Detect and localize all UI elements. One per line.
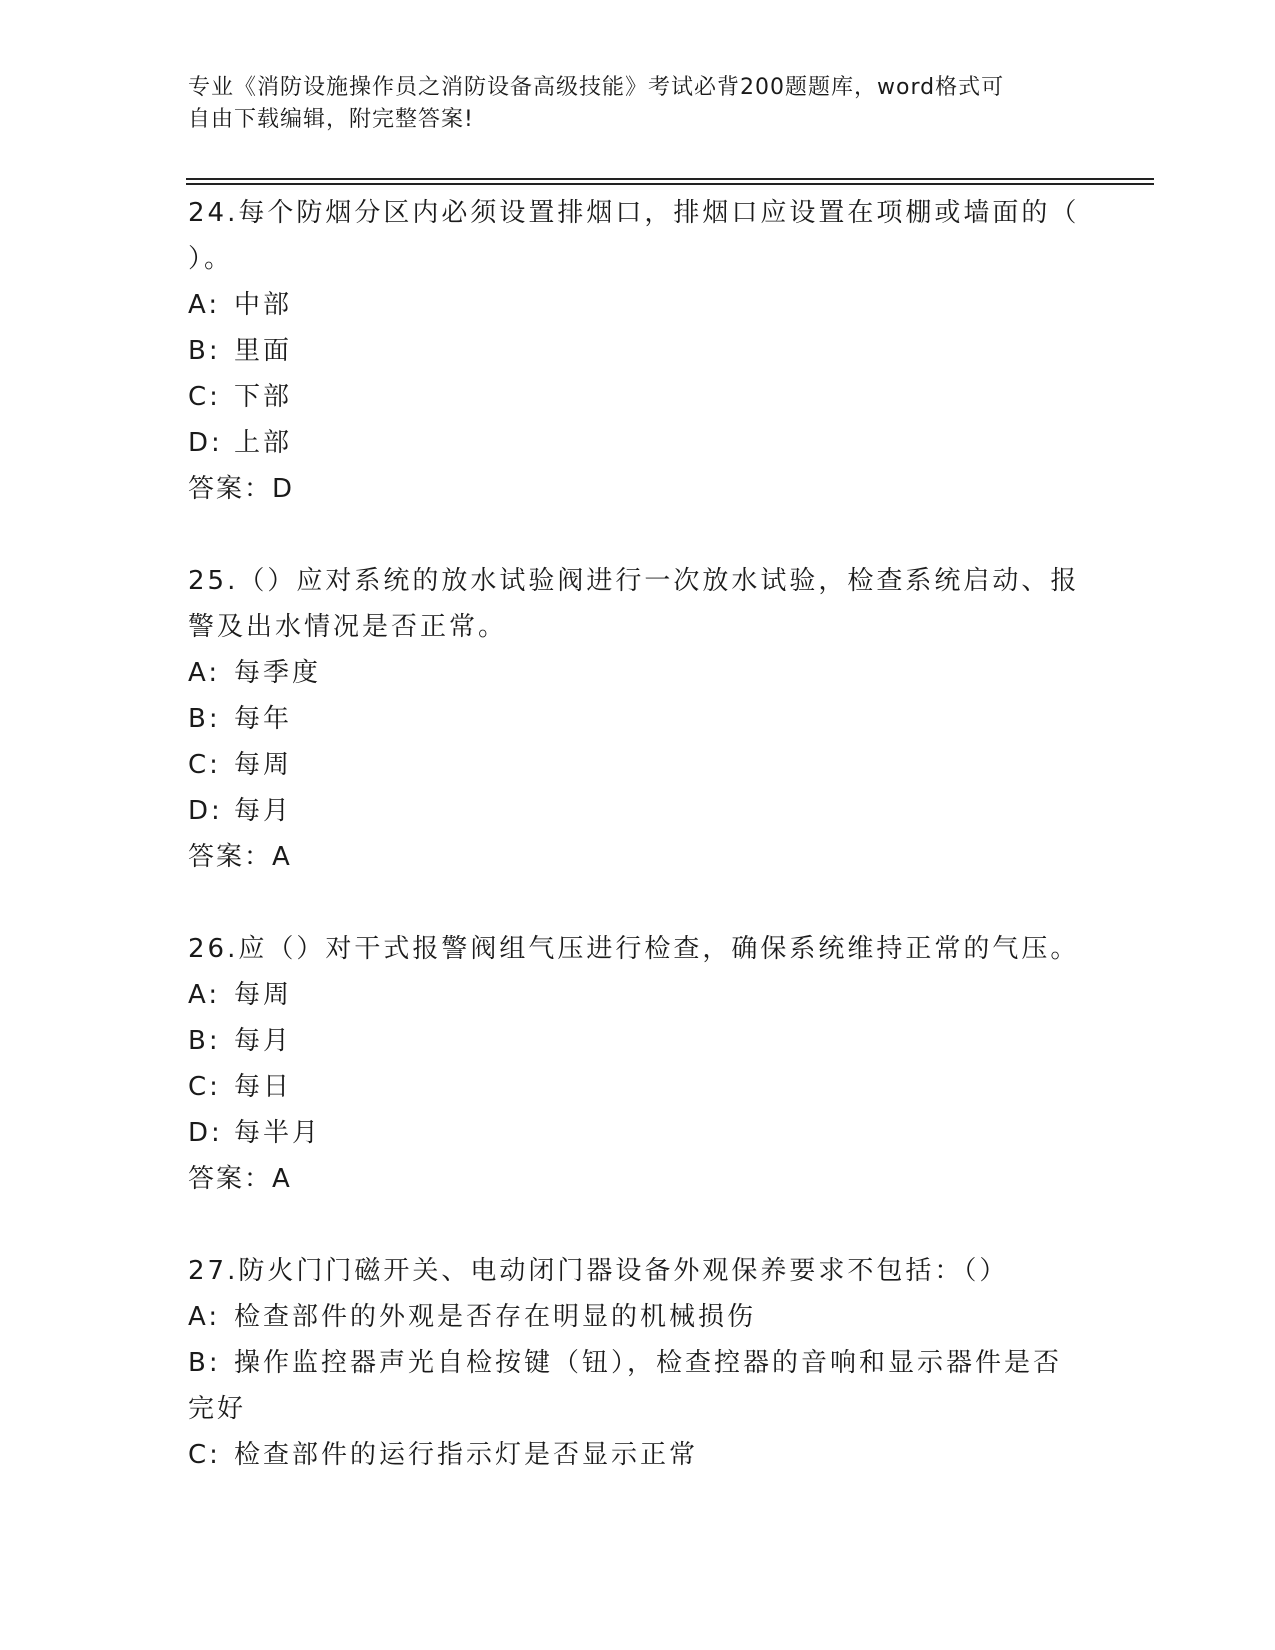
option-d [188,420,1088,466]
option-text: 每月 [234,796,293,826]
option-letter: D: [188,796,223,826]
option-letter: C: [188,382,221,412]
document-header [188,72,1068,136]
question-list [188,190,1088,1478]
option-c [188,742,1088,788]
option-text: 操作监控器声光自检按键（钮），检查控器的音响和显示器件是否 [234,1348,1063,1378]
option-letter: A: [188,658,221,688]
option-letter: A: [188,290,221,320]
option-b [188,696,1088,742]
header-line-1: 专业《消防设施操作员之消防设备高级技能》考试必背200题题库，word格式可 [188,75,1005,100]
option-b [188,1018,1088,1064]
option-a [188,650,1088,696]
header-line-2: 自由下载编辑，附完整答案! [188,107,474,132]
question-27 [188,1248,1088,1478]
option-letter: A: [188,980,221,1010]
option-letter: B: [188,1348,221,1378]
option-text: 下部 [234,382,293,412]
question-text: 26.应（）对干式报警阀组气压进行检查，确保系统维持正常的气压。 [188,934,1080,964]
question-24 [188,190,1088,512]
question-text: 24.每个防烟分区内必须设置排烟口，排烟口应设置在项棚或墙面的（ [188,198,1080,228]
option-d [188,1110,1088,1156]
option-text: 检查部件的运行指示灯是否显示正常 [234,1440,699,1470]
spacer [188,512,1088,558]
option-text: 每季度 [234,658,322,688]
answer-label: 答案：A [188,1164,292,1194]
option-text: 每日 [234,1072,293,1102]
header-divider-bottom [186,183,1154,185]
option-letter: B: [188,336,221,366]
option-b-continued [188,1386,1088,1432]
option-a [188,1294,1088,1340]
option-letter: C: [188,1440,221,1470]
option-text: 每周 [234,750,293,780]
option-text: 检查部件的外观是否存在明显的机械损伤 [234,1302,757,1332]
option-text: 每月 [234,1026,293,1056]
question-text: 25.（）应对系统的放水试验阀进行一次放水试验，检查系统启动、报 [188,566,1080,596]
option-letter: C: [188,1072,221,1102]
option-text: 里面 [234,336,293,366]
option-letter: A: [188,1302,221,1332]
option-c [188,1432,1088,1478]
option-text: 每半月 [234,1118,322,1148]
spacer [188,1202,1088,1248]
option-a [188,972,1088,1018]
option-letter: B: [188,704,221,734]
header-divider-top [186,178,1154,180]
option-text: 中部 [234,290,293,320]
option-letter: D: [188,428,223,458]
question-25 [188,558,1088,880]
question-text-continued: 警及出水情况是否正常。 [188,612,508,642]
question-text: 27.防火门门磁开关、电动闭门器设备外观保养要求不包括：（） [188,1256,1009,1286]
option-text-continued: 完好 [188,1394,247,1424]
option-text: 每周 [234,980,293,1010]
option-letter: B: [188,1026,221,1056]
option-letter: D: [188,1118,223,1148]
option-text: 每年 [234,704,293,734]
option-c [188,374,1088,420]
option-a [188,282,1088,328]
spacer [188,880,1088,926]
option-b [188,1340,1088,1386]
option-letter: C: [188,750,221,780]
option-d [188,788,1088,834]
option-c [188,1064,1088,1110]
question-text-continued: ）。 [188,244,234,274]
option-text: 上部 [234,428,293,458]
option-b [188,328,1088,374]
answer-label: 答案：D [188,474,295,504]
question-26 [188,926,1088,1202]
answer-label: 答案：A [188,842,292,872]
